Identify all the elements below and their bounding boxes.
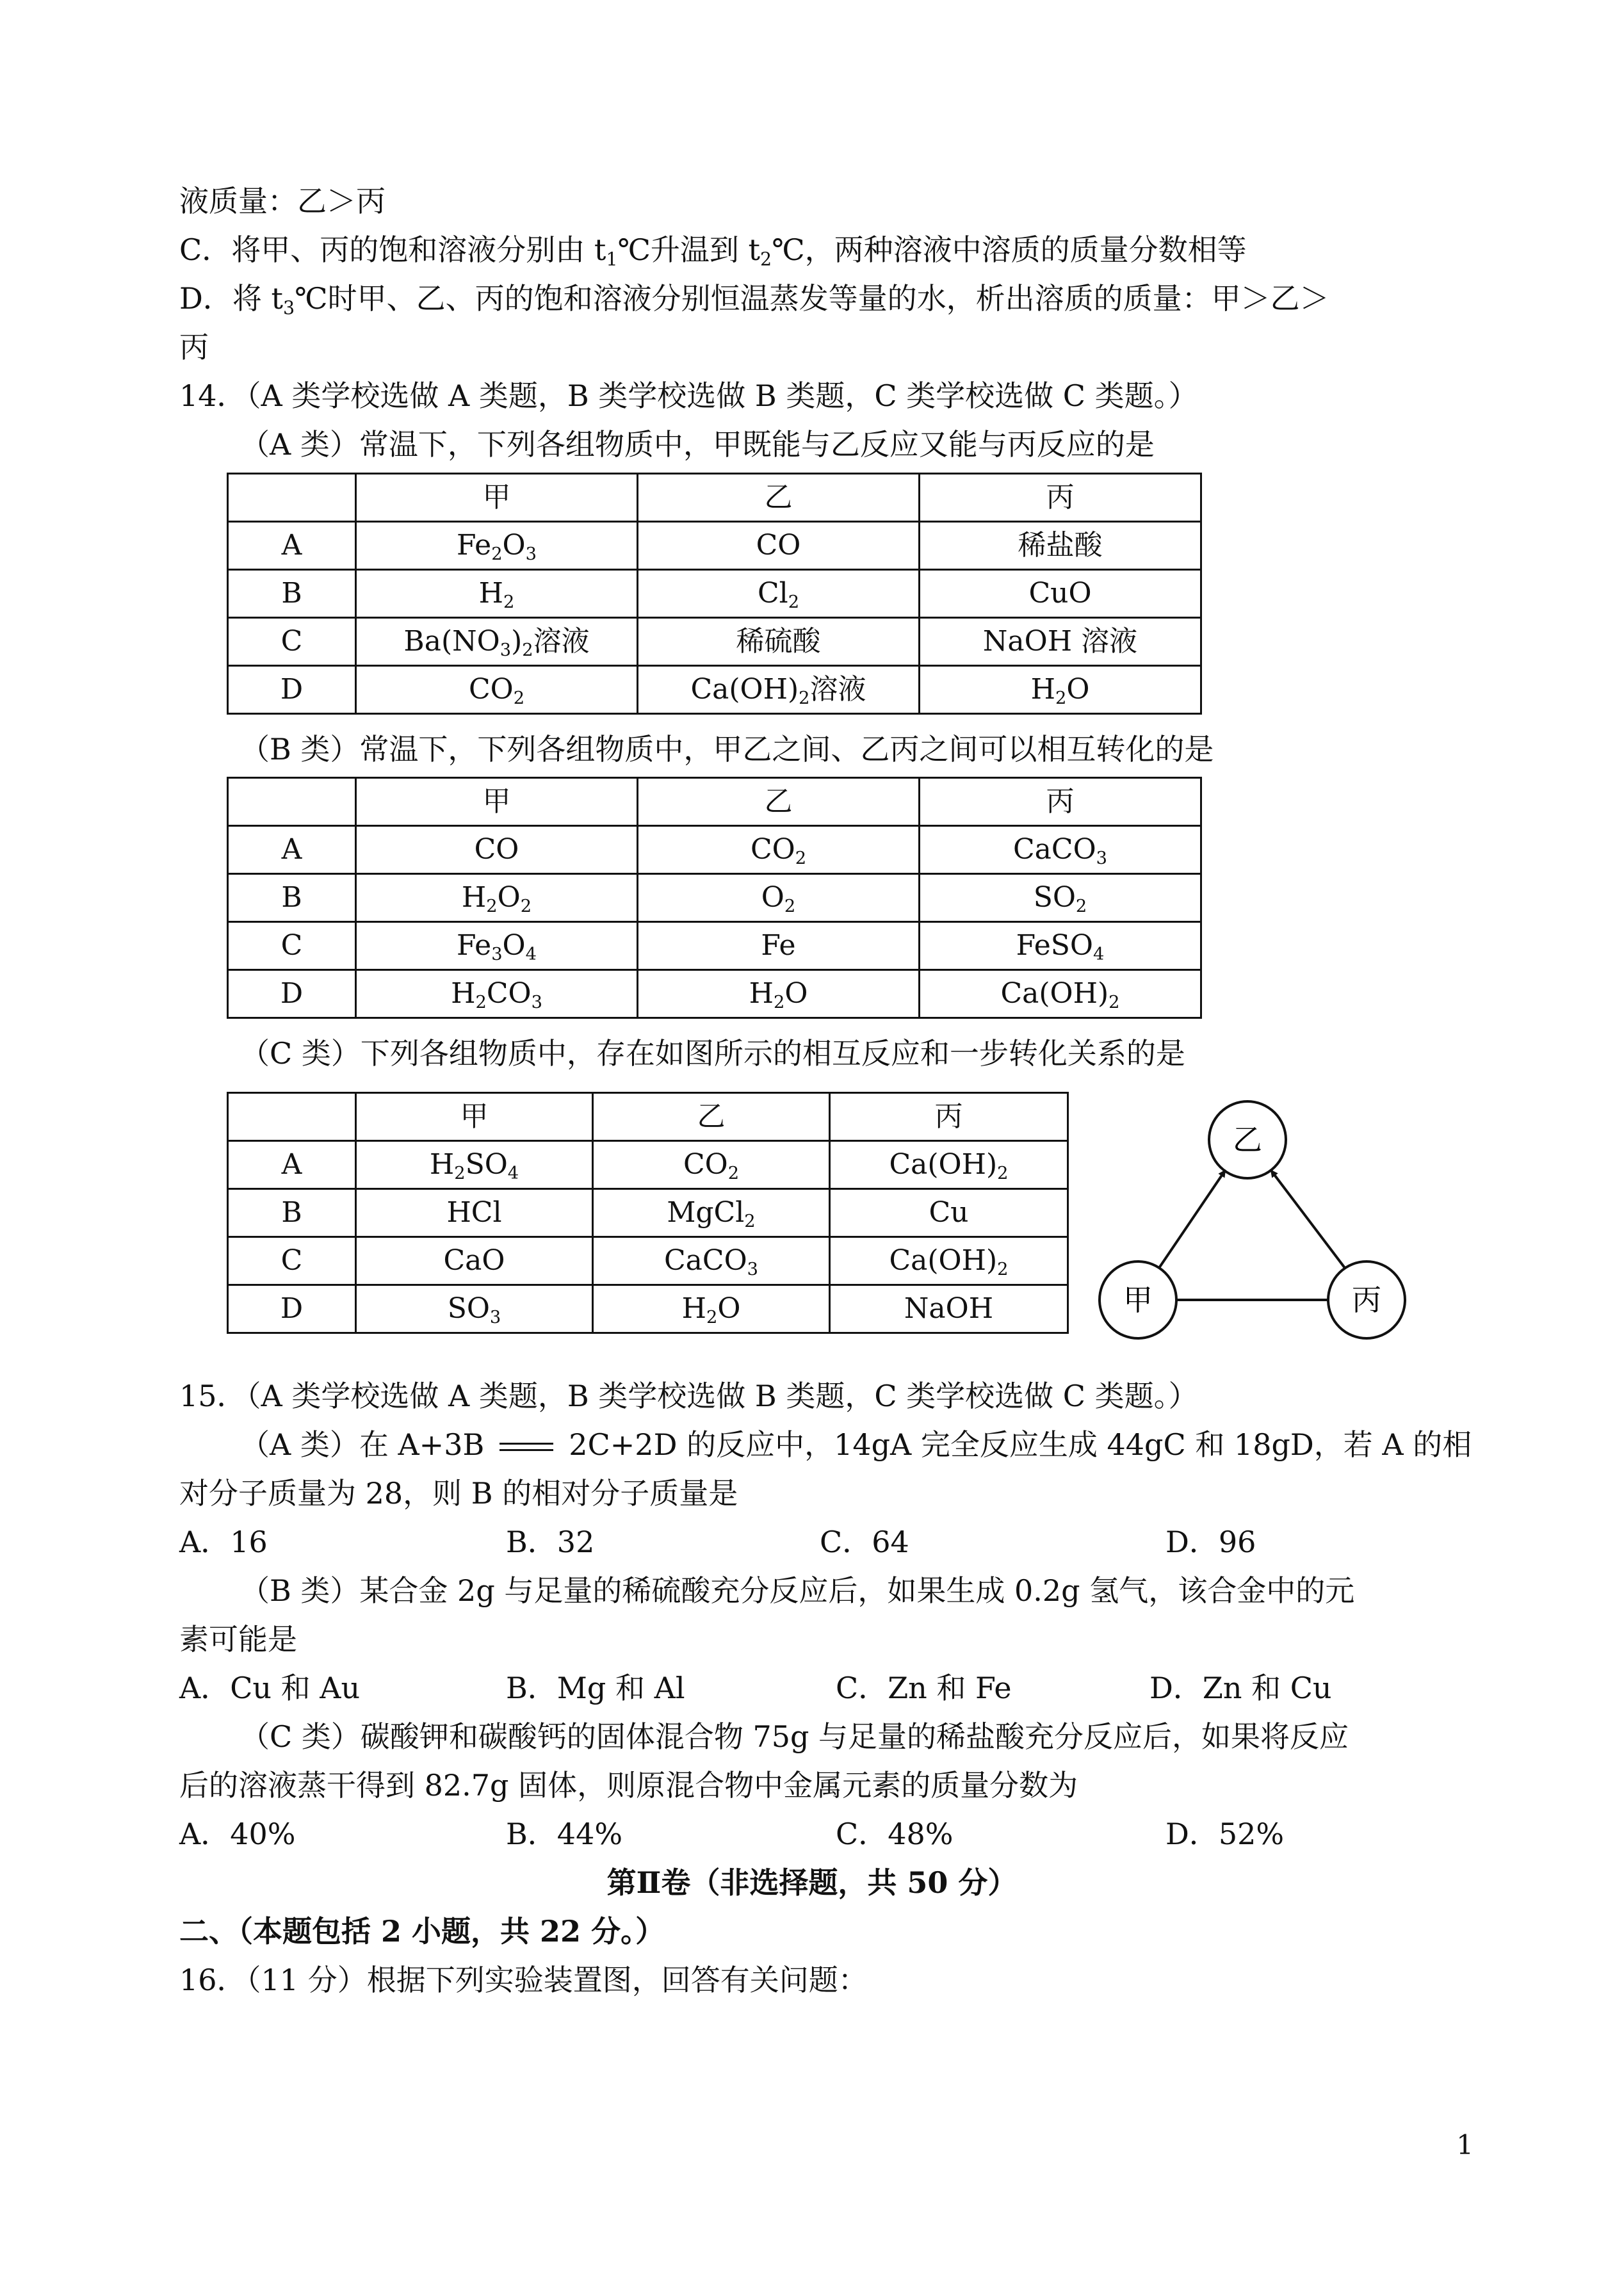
table-row: [228, 1237, 1068, 1285]
q15-a-stem: [240, 1424, 1472, 1465]
cell: $H_2$: [356, 570, 638, 618]
row-label: A: [228, 1141, 356, 1189]
table-row: [228, 1141, 1068, 1189]
row-label: A: [228, 522, 356, 570]
header-bing: 丙: [830, 1093, 1068, 1141]
node-bing-label: 丙: [1352, 1283, 1381, 1317]
q15-a-stem-pre: （A 类）在 A+3B: [240, 1427, 485, 1462]
cell: $H_2CO_3$: [356, 970, 638, 1018]
row-label: C: [228, 618, 356, 666]
q15-a-option-d: D．96: [1165, 1525, 1256, 1559]
table-header-row: [228, 474, 1201, 522]
q15-c-option-c: C．48%: [836, 1817, 954, 1851]
row-label: B: [228, 1189, 356, 1237]
row-label: D: [228, 1285, 356, 1333]
cell: $Cl_2$: [638, 570, 920, 618]
q15-c-option-a: A．40%: [179, 1817, 296, 1851]
table-header-row: [228, 1093, 1068, 1141]
cell: FeSO$_4$: [920, 922, 1201, 970]
q16-stem: 16．（11 分）根据下列实验装置图，回答有关问题：: [179, 1963, 868, 1997]
q14-intro: 14．（A 类学校选做 A 类题，B 类学校选做 B 类题，C 类学校选做 C 类题。）: [179, 378, 1198, 413]
header-jia: 甲: [356, 474, 638, 522]
q15-a-stem-post: 2C+2D 的反应中，14gA 完全反应生成 44gC 和 18gD，若 A 的相: [569, 1427, 1472, 1462]
cell: CaO: [356, 1237, 593, 1285]
table-row: [228, 666, 1201, 714]
cell: CaCO$_3$: [920, 826, 1201, 874]
cell: $H_2SO_4$: [356, 1141, 593, 1189]
relationship-diagram: [1089, 1089, 1422, 1345]
row-label: D: [228, 970, 356, 1018]
q15-b-option-c: C．Zn 和 Fe: [836, 1671, 1012, 1705]
header-blank: [228, 778, 356, 826]
cell: CuO: [920, 570, 1201, 618]
cell: CO: [638, 522, 920, 570]
q15-a-option-a: A．16: [179, 1525, 268, 1559]
cell: NaOH: [830, 1285, 1068, 1333]
cell: $CO_2$: [356, 666, 638, 714]
cell: NaOH 溶液: [920, 618, 1201, 666]
q13-option-c: C．将甲、丙的饱和溶液分别由 $t_1℃$升温到 $t_2℃$，两种溶液中溶质的质量分数相等: [179, 232, 1247, 270]
header-yi: 乙: [638, 778, 920, 826]
table-row: [228, 1189, 1068, 1237]
equals-sign-icon: [499, 1441, 553, 1454]
q15-b-stem: （B 类）某合金 2g 与足量的稀硫酸充分反应后，如果生成 0.2g 氢气，该合金中的元: [240, 1573, 1355, 1608]
section-heading: 二、（本题包括 2 小题，共 22 分。）: [179, 1914, 665, 1949]
header-yi: 乙: [593, 1093, 830, 1141]
table-row: [228, 522, 1201, 570]
q15-c-option-d: D．52%: [1165, 1817, 1285, 1851]
header-blank: [228, 1093, 356, 1141]
node-jia-label: 甲: [1123, 1283, 1153, 1317]
q13-option-d: D．将 $t_3℃$时甲、乙、丙的饱和溶液分别恒温蒸发等量的水，析出溶质的质量：甲＞乙＞: [179, 281, 1329, 319]
table-row: [228, 922, 1201, 970]
cell: $Fe_2O_3$: [356, 522, 638, 570]
header-jia: 甲: [356, 1093, 593, 1141]
table-row: [228, 970, 1201, 1018]
cell: $CO_2$: [638, 826, 920, 874]
q15-c-option-b: B．44%: [506, 1817, 623, 1851]
row-label: C: [228, 922, 356, 970]
cell: $H_2O$: [593, 1285, 830, 1333]
node-yi-label: 乙: [1233, 1123, 1262, 1157]
page-number: 1: [1456, 2129, 1474, 2161]
cell: Cu: [830, 1189, 1068, 1237]
table-row: [228, 618, 1201, 666]
row-label: C: [228, 1237, 356, 1285]
header-jia: 甲: [356, 778, 638, 826]
q15-b-option-b: B．Mg 和 Al: [506, 1671, 685, 1705]
cell: 稀硫酸: [638, 618, 920, 666]
row-label: D: [228, 666, 356, 714]
cell: $Ca(OH)_2$: [830, 1141, 1068, 1189]
q14-b-stem: （B 类）常温下，下列各组物质中，甲乙之间、乙丙之间可以相互转化的是: [240, 732, 1214, 766]
q13-option-d-continuation: 丙: [179, 330, 209, 364]
table-row: [228, 1285, 1068, 1333]
q14-table-a: [227, 473, 1202, 715]
header-bing: 丙: [920, 778, 1201, 826]
cell: MgCl$_2$: [593, 1189, 830, 1237]
q15-b-option-a: A．Cu 和 Au: [179, 1671, 361, 1705]
q15-a-option-b: B．32: [506, 1525, 595, 1559]
arrow-jia-to-yi: [1159, 1171, 1225, 1268]
cell: HCl: [356, 1189, 593, 1237]
table-row: [228, 874, 1201, 922]
cell: $Ca(OH)_2$: [920, 970, 1201, 1018]
arrow-bing-to-yi: [1271, 1171, 1345, 1268]
row-label: A: [228, 826, 356, 874]
q14-a-stem: （A 类）常温下，下列各组物质中，甲既能与乙反应又能与丙反应的是: [240, 427, 1155, 462]
q15-a-stem-2: 对分子质量为 28，则 B 的相对分子质量是: [179, 1476, 738, 1511]
row-label: B: [228, 570, 356, 618]
q15-a-option-c: C．64: [820, 1525, 909, 1559]
table-row: [228, 826, 1201, 874]
cell: 稀盐酸: [920, 522, 1201, 570]
cell: $H_2O$: [920, 666, 1201, 714]
cell: CaCO$_3$: [593, 1237, 830, 1285]
q15-intro: 15．（A 类学校选做 A 类题，B 类学校选做 B 类题，C 类学校选做 C 类题。）: [179, 1379, 1198, 1413]
row-label: B: [228, 874, 356, 922]
q15-c-stem-2: 后的溶液蒸干得到 82.7g 固体，则原混合物中金属元素的质量分数为: [179, 1768, 1078, 1803]
q14-c-stem: （C 类）下列各组物质中，存在如图所示的相互反应和一步转化关系的是: [240, 1036, 1185, 1071]
q15-b-stem-2: 素可能是: [179, 1622, 297, 1657]
q13-b-continuation: 液质量：乙＞丙: [179, 184, 386, 218]
cell: CO: [356, 826, 638, 874]
cell: $O_2$: [638, 874, 920, 922]
q15-c-stem: （C 类）碳酸钾和碳酸钙的固体混合物 75g 与足量的稀盐酸充分反应后，如果将反应: [240, 1719, 1349, 1754]
cell: $H_2O$: [638, 970, 920, 1018]
cell: $Ca(OH)_2$溶液: [638, 666, 920, 714]
cell: $SO_2$: [920, 874, 1201, 922]
header-bing: 丙: [920, 474, 1201, 522]
q14-table-b: [227, 777, 1202, 1019]
cell: $Ba(NO_3)_2$溶液: [356, 618, 638, 666]
table-header-row: [228, 778, 1201, 826]
cell: $CO_2$: [593, 1141, 830, 1189]
table-row: [228, 570, 1201, 618]
part2-title: 第Ⅱ卷（非选择题，共 50 分）: [606, 1865, 1018, 1900]
cell: $Fe_3O_4$: [356, 922, 638, 970]
cell: $H_2O_2$: [356, 874, 638, 922]
cell: Fe: [638, 922, 920, 970]
q15-b-option-d: D．Zn 和 Cu: [1149, 1671, 1332, 1705]
header-blank: [228, 474, 356, 522]
q14-table-c: [227, 1092, 1069, 1334]
cell: $Ca(OH)_2$: [830, 1237, 1068, 1285]
header-yi: 乙: [638, 474, 920, 522]
cell: $SO_3$: [356, 1285, 593, 1333]
